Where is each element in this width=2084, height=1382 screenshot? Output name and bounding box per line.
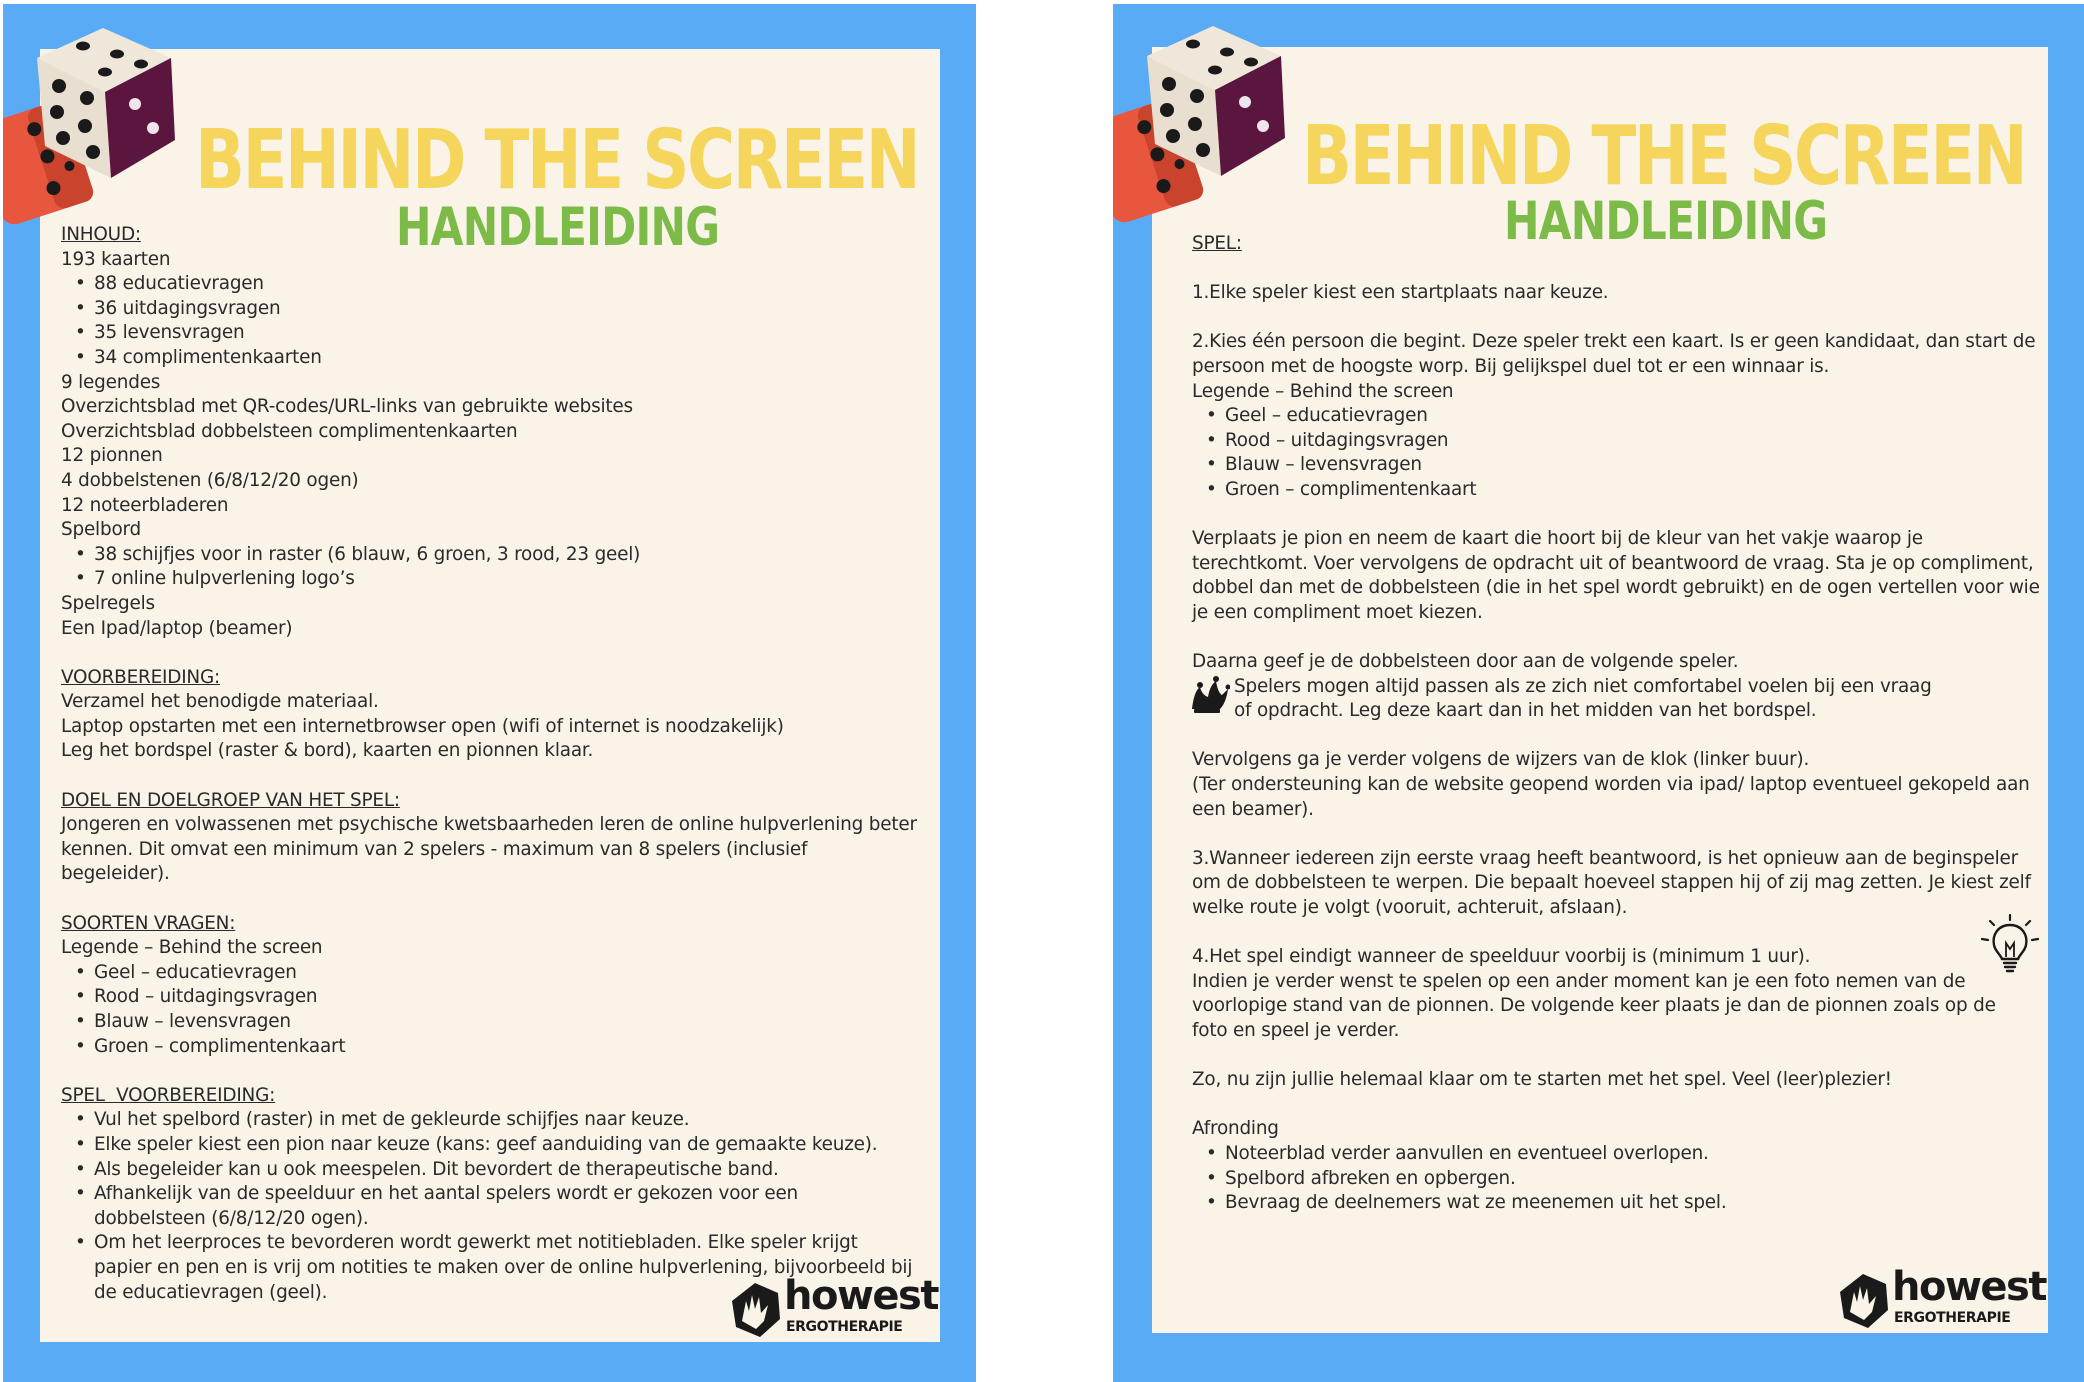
list-item: • Afhankelijk van de speelduur en het aantal spelers wordt er gekozen voor een dobbelsteen (6/8/12/20 ogen). — [94, 1182, 914, 1231]
spel-heading: SPEL: — [1192, 233, 1242, 254]
howest-logo — [730, 1273, 938, 1341]
logo-name: howest — [1892, 1264, 2046, 1310]
lightbulb-icon — [1980, 913, 2040, 977]
list-item: • 35 levensvragen — [94, 321, 921, 346]
step-3: 3.Wanneer iedereen zijn eerste vraag heeft beantwoord, is het opnieuw aan de beginspeler om de dobbelsteen te werpen. Die bepaalt hoeveel stappen hij of zij mag zetten. Je kiest zelf welke route je volgt (vooruit, achteruit, afslaan). — [1192, 847, 2031, 919]
logo-sub: ERGOTHERAPIE — [1894, 1310, 2011, 1326]
ready-text: Zo, nu zijn jullie helemaal klaar om te starten met het spel. Veel (leer)plezier! — [1192, 1069, 1892, 1091]
list-item: • Groen – complimentenkaart — [1225, 478, 2042, 503]
right-content — [1192, 232, 2042, 1216]
page-title: BEHIND THE SCREEN — [195, 113, 919, 208]
clockwise-text: Vervolgens ga je verder volgens de wijzers van de klok (linker buur). — [1192, 749, 1810, 771]
support-text: (Ter ondersteuning kan de website geopend worden via ipad/ laptop eventueel gekopeld aan een beamer). — [1192, 774, 2030, 820]
logo-sub: ERGOTHERAPIE — [786, 1319, 903, 1335]
list-item: • 7 online hulpverlening logo’s — [94, 567, 921, 592]
list-item: • Vul het spelbord (raster) in met de gekleurde schijfjes naar keuze. — [94, 1108, 914, 1133]
doel-heading: DOEL EN DOELGROEP VAN HET SPEL: — [61, 789, 400, 811]
content-line: Verzamel het benodigde materiaal. — [61, 691, 379, 713]
spel-voorbereiding-heading: SPEL VOORBEREIDING: — [61, 1084, 276, 1106]
content-line: Spelregels — [61, 592, 155, 614]
legend-list — [61, 961, 921, 1059]
step-2: 2.Kies één persoon die begint. Deze speler trekt een kaart. Is er geen kandidaat, dan start de persoon met de hoogste worp. Bij gelijkspel duel tot er een winnaar is. — [1192, 331, 2036, 377]
legend-list — [1192, 404, 2042, 502]
dice-icon — [1113, 16, 1313, 286]
legend-line: Legende – Behind the screen — [61, 937, 323, 959]
content-line: Overzichtsblad met QR-codes/URL-links van gebruikte websites — [61, 396, 633, 418]
list-item: • Bevraag de deelnemers wat ze meenemen uit het spel. — [1225, 1191, 2042, 1216]
content-line: 9 legendes — [61, 371, 161, 393]
step-1: 1.Elke speler kiest een startplaats naar keuze. — [1192, 282, 1609, 304]
content-line: Een Ipad/laptop (beamer) — [61, 617, 293, 639]
pass-die-text: Daarna geef je de dobbelsteen door aan de volgende speler. — [1192, 651, 1739, 673]
list-item: • Elke speler kiest een pion naar keuze (kans: geef aanduiding van de gemaakte keuze). — [94, 1133, 914, 1158]
list-item: • Spelbord afbreken en opbergen. — [1225, 1167, 2042, 1192]
page-subtitle: HANDLEIDING — [396, 197, 720, 258]
soorten-heading: SOORTEN VRAGEN: — [61, 912, 236, 934]
dice-icon — [3, 18, 203, 288]
list-item: • Rood – uitdagingsvragen — [1225, 429, 2042, 454]
list-item: • Om het leerproces te bevorderen wordt gewerkt met notitiebladen. Elke speler krijgt papier en pen en is vrij om notities te maken over de online hulpverlening, bijvoorbeeld bij de educatievragen (geel). — [94, 1231, 914, 1305]
list-item: • 88 educatievragen — [94, 272, 921, 297]
manual-page-left — [3, 4, 976, 1382]
list-item: • Als begeleider kan u ook meespelen. Dit bevordert de therapeutische band. — [94, 1158, 914, 1183]
content-line: Overzichtsblad dobbelsteen complimentenkaarten — [61, 420, 518, 442]
list-item: • 36 uitdagingsvragen — [94, 297, 921, 322]
list-item: • Blauw – levensvragen — [94, 1010, 921, 1035]
list-item: • Geel – educatievragen — [1225, 404, 2042, 429]
logo-name: howest — [784, 1273, 938, 1319]
list-item: • 38 schijfjes voor in raster (6 blauw, 6 groen, 3 rood, 23 geel) — [94, 543, 921, 568]
howest-logo — [1838, 1264, 2046, 1332]
jester-hat-icon — [1186, 673, 1230, 717]
content-line: 12 noteerbladeren — [61, 494, 229, 516]
doel-text: Jongeren en volwassenen met psychische kwetsbaarheden leren de online hulpverlening beter kennen. Dit omvat een minimum van 2 spelers - maximum van 8 spelers (inclusief begeleider). — [61, 814, 917, 885]
list-item: • Noteerblad verder aanvullen en eventueel overlopen. — [1225, 1142, 2042, 1167]
continue-text: Indien je verder wenst te spelen op een ander moment kan je een foto nemen van de voorlopige stand van de pionnen. De volgende keer plaats je dan de pionnen zoals op de foto en speel je verder. — [1192, 970, 1996, 1041]
afronding-heading: Afronding — [1192, 1118, 1279, 1140]
list-item: • Groen – complimentenkaart — [94, 1035, 921, 1060]
content-line: Spelbord — [61, 519, 142, 541]
page-subtitle: HANDLEIDING — [1504, 191, 1828, 252]
content-line: 4 dobbelstenen (6/8/12/20 ogen) — [61, 469, 359, 491]
content-line: Laptop opstarten met een internetbrowser open (wifi of internet is noodzakelijk) — [61, 715, 784, 737]
cards-line: 193 kaarten — [61, 248, 171, 270]
content-line: 12 pionnen — [61, 445, 163, 467]
joker-row — [1192, 675, 2042, 724]
left-content — [61, 223, 921, 1305]
afronding-list — [1192, 1142, 2042, 1216]
content-line: Leg het bordspel (raster & bord), kaarten en pionnen klaar. — [61, 740, 594, 762]
list-item: • Blauw – levensvragen — [1225, 453, 2042, 478]
joker-text: Spelers mogen altijd passen als ze zich niet comfortabel voelen bij een vraag of opdracht. Leg deze kaart dan in het midden van het bordspel. — [1234, 675, 1932, 722]
move-text: Verplaats je pion en neem de kaart die hoort bij de kleur van het vakje waarop je terechtkomt. Voer vervolgens de opdracht uit of beantwoord de vraag. Sta je op compliment, dobbel dan met de dobbelsteen (die in het spel wordt gebruikt) en de ogen vertellen voor wie je een compliment moet kiezen. — [1192, 528, 2040, 623]
board-list — [61, 543, 921, 592]
list-item: • Rood – uitdagingsvragen — [94, 985, 921, 1010]
legend-line: Legende – Behind the screen — [1192, 380, 1454, 402]
list-item: • Geel – educatievragen — [94, 961, 921, 986]
list-item: • 34 complimentenkaarten — [94, 346, 921, 371]
inhoud-heading: INHOUD: — [61, 224, 141, 245]
step-4: 4.Het spel eindigt wanneer de speelduur voorbij is (minimum 1 uur). — [1192, 946, 1811, 968]
voorbereiding-heading: VOORBEREIDING: — [61, 666, 221, 688]
page-title: BEHIND THE SCREEN — [1302, 109, 2026, 204]
manual-page-right — [1113, 4, 2084, 1382]
